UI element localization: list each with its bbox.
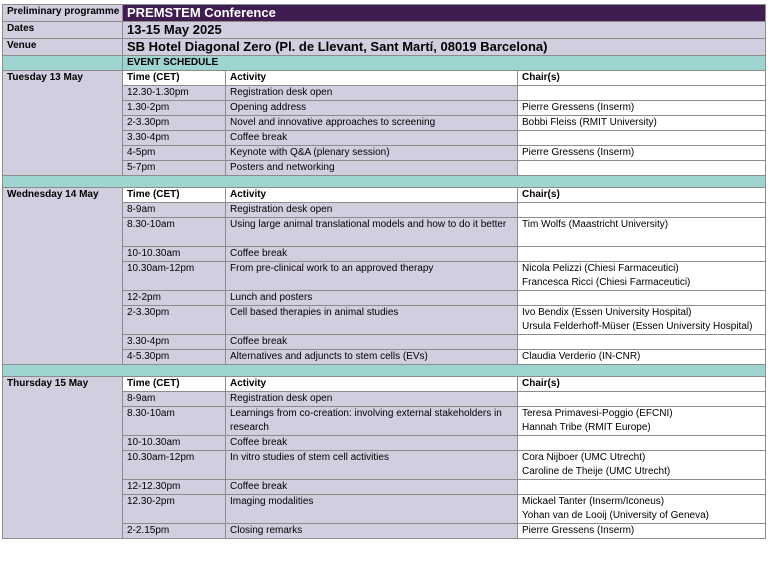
column-header-activity: Activity: [226, 71, 518, 86]
chair-name: Ivo Bendix (Essen University Hospital): [522, 307, 692, 318]
activity-cell: [226, 131, 518, 146]
activity-text: Learnings from co-creation: involving external stakeholders in: [230, 408, 502, 419]
chair-cell: [518, 407, 766, 436]
chair-name-line2: Caroline de Theije (UMC Utrecht): [522, 466, 671, 477]
activity-text: Alternatives and adjuncts to stem cells (EVs): [230, 351, 428, 362]
activity-text: Cell based therapies in animal studies: [230, 307, 399, 318]
activity-spacer: [230, 509, 513, 523]
activity-cell: [226, 407, 518, 436]
schedule-table: [2, 4, 766, 539]
chair-name-line2: Ursula Felderhoff-Müser (Essen University Hospital): [522, 321, 753, 332]
chair-name: Pierre Gressens (Inserm): [522, 525, 635, 536]
event-schedule-title: EVENT SCHEDULE: [123, 56, 766, 71]
time-cell: 4-5pm: [123, 146, 226, 161]
time-cell: 2-3.30pm: [123, 306, 226, 335]
time-cell: 10.30am-12pm: [123, 262, 226, 291]
activity-spacer: [230, 276, 513, 290]
chair-cell: [518, 306, 766, 335]
header-row-dates: [3, 22, 766, 39]
activity-cell: [226, 161, 518, 176]
event-schedule-spacer: [3, 56, 123, 71]
activity-cell: [226, 350, 518, 365]
activity-text: Coffee break: [230, 481, 288, 492]
chair-cell: [518, 218, 766, 247]
activity-cell: [226, 86, 518, 101]
activity-text: Keynote with Q&A (plenary session): [230, 147, 390, 158]
activity-text: Novel and innovative approaches to screening: [230, 117, 436, 128]
time-cell: 12.30-2pm: [123, 495, 226, 524]
venue-label: Venue: [3, 39, 123, 56]
activity-cell: [226, 436, 518, 451]
time-cell: 12-2pm: [123, 291, 226, 306]
activity-cell: [226, 524, 518, 539]
activity-spacer: [230, 465, 513, 479]
activity-text: Coffee break: [230, 437, 288, 448]
chair-name: Bobbi Fleiss (RMIT University): [522, 117, 657, 128]
chair-name-line2: Hannah Tribe (RMIT Europe): [522, 422, 651, 433]
chair-name: Tim Wolfs (Maastricht University): [522, 219, 669, 230]
day-header-row: [3, 377, 766, 392]
time-cell: 8.30-10am: [123, 407, 226, 436]
venue-value: SB Hotel Diagonal Zero (Pl. de Llevant, Sant Martí, 08019 Barcelona): [123, 39, 766, 56]
day-label: Wednesday 14 May: [3, 188, 123, 365]
chair-name: Teresa Primavesi-Poggio (EFCNI): [522, 408, 673, 419]
column-header-time: Time (CET): [123, 71, 226, 86]
chair-cell: [518, 291, 766, 306]
time-cell: 2-3.30pm: [123, 116, 226, 131]
time-cell: 1.30-2pm: [123, 101, 226, 116]
activity-text: Registration desk open: [230, 393, 333, 404]
activity-cell: [226, 203, 518, 218]
header-row-venue: [3, 39, 766, 56]
time-cell: 2-2.15pm: [123, 524, 226, 539]
conference-name: PREMSTEM Conference: [123, 5, 766, 22]
time-cell: 8-9am: [123, 392, 226, 407]
chair-cell: [518, 335, 766, 350]
activity-text: Lunch and posters: [230, 292, 313, 303]
time-cell: 12.30-1.30pm: [123, 86, 226, 101]
day-separator: [3, 176, 766, 188]
header-row-programme: [3, 5, 766, 22]
chair-name: Claudia Verderio (IN-CNR): [522, 351, 641, 362]
activity-text: In vitro studies of stem cell activities: [230, 452, 389, 463]
column-header-chair: Chair(s): [518, 377, 766, 392]
column-header-time: Time (CET): [123, 377, 226, 392]
time-cell: 5-7pm: [123, 161, 226, 176]
chair-cell: [518, 495, 766, 524]
time-cell: 10-10.30am: [123, 247, 226, 262]
time-cell: 8-9am: [123, 203, 226, 218]
chair-cell: [518, 392, 766, 407]
activity-text: Coffee break: [230, 336, 288, 347]
column-header-time: Time (CET): [123, 188, 226, 203]
chair-name: Pierre Gressens (Inserm): [522, 102, 635, 113]
column-header-activity: Activity: [226, 188, 518, 203]
day-header-row: [3, 71, 766, 86]
activity-cell: [226, 218, 518, 247]
chair-name: Nicola Pelizzi (Chiesi Farmaceutici): [522, 263, 679, 274]
activity-cell: [226, 262, 518, 291]
activity-cell: [226, 116, 518, 131]
column-header-chair: Chair(s): [518, 188, 766, 203]
activity-text: Closing remarks: [230, 525, 303, 536]
time-cell: 10-10.30am: [123, 436, 226, 451]
separator-bar: [3, 176, 766, 188]
activity-cell: [226, 392, 518, 407]
chair-cell: [518, 86, 766, 101]
chair-name-line2: Yohan van de Looij (University of Geneva): [522, 510, 709, 521]
activity-text: Registration desk open: [230, 204, 333, 215]
activity-text: Registration desk open: [230, 87, 333, 98]
chair-cell: [518, 350, 766, 365]
chair-name: Cora Nijboer (UMC Utrecht): [522, 452, 646, 463]
activity-text: Posters and networking: [230, 162, 335, 173]
chair-cell: [518, 116, 766, 131]
event-schedule-row: [3, 56, 766, 71]
activity-cell: [226, 101, 518, 116]
activity-cell: [226, 247, 518, 262]
dates-label: Dates: [3, 22, 123, 39]
activity-text: Opening address: [230, 102, 307, 113]
time-cell: 3.30-4pm: [123, 335, 226, 350]
activity-text: Coffee break: [230, 248, 288, 259]
chair-cell: [518, 146, 766, 161]
time-cell: 8.30-10am: [123, 218, 226, 247]
chair-cell: [518, 524, 766, 539]
day-separator: [3, 365, 766, 377]
chair-name: Pierre Gressens (Inserm): [522, 147, 635, 158]
time-cell: 4-5.30pm: [123, 350, 226, 365]
programme-label: Preliminary programme: [3, 5, 123, 22]
chair-cell: [518, 247, 766, 262]
activity-text: Using large animal translational models and how to do it better: [230, 219, 507, 230]
chair-cell: [518, 480, 766, 495]
chair-cell: [518, 262, 766, 291]
chair-cell: [518, 203, 766, 218]
time-cell: 12-12.30pm: [123, 480, 226, 495]
activity-cell: [226, 480, 518, 495]
chair-name: Mickael Tanter (Inserm/Iconeus): [522, 496, 665, 507]
activity-text: From pre-clinical work to an approved therapy: [230, 263, 434, 274]
activity-text: Coffee break: [230, 132, 288, 143]
activity-spacer: [230, 232, 513, 246]
dates-value: 13-15 May 2025: [123, 22, 766, 39]
day-label: Thursday 15 May: [3, 377, 123, 539]
activity-spacer: [230, 320, 513, 334]
chair-name-line2: Francesca Ricci (Chiesi Farmaceutici): [522, 277, 691, 288]
chair-cell: [518, 436, 766, 451]
activity-text: Imaging modalities: [230, 496, 314, 507]
column-header-activity: Activity: [226, 377, 518, 392]
day-label: Tuesday 13 May: [3, 71, 123, 176]
activity-cell: [226, 306, 518, 335]
activity-text-line2: research: [230, 422, 269, 433]
time-cell: 10.30am-12pm: [123, 451, 226, 480]
activity-cell: [226, 335, 518, 350]
activity-cell: [226, 451, 518, 480]
chair-cell: [518, 161, 766, 176]
activity-cell: [226, 291, 518, 306]
chair-cell: [518, 131, 766, 146]
column-header-chair: Chair(s): [518, 71, 766, 86]
separator-bar: [3, 365, 766, 377]
chair-cell: [518, 101, 766, 116]
activity-cell: [226, 146, 518, 161]
time-cell: 3.30-4pm: [123, 131, 226, 146]
chair-cell: [518, 451, 766, 480]
day-header-row: [3, 188, 766, 203]
activity-cell: [226, 495, 518, 524]
